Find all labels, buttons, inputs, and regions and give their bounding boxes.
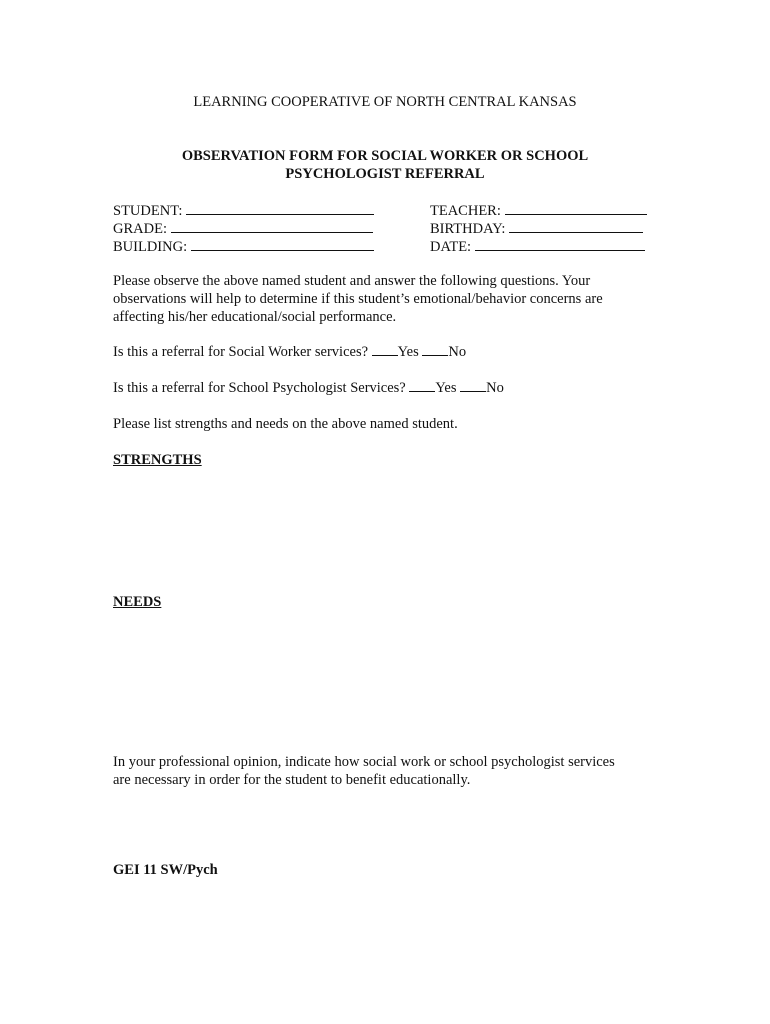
social-worker-question (113, 343, 466, 361)
psychologist-no-blank[interactable] (460, 379, 486, 392)
building-blank[interactable] (191, 236, 374, 251)
needs-heading: NEEDS (113, 594, 162, 610)
opinion-line-1: In your professional opinion, indicate how social work or school psychologist services (113, 754, 615, 770)
opinion-area[interactable] (113, 795, 653, 855)
teacher-field (430, 200, 647, 220)
form-code: GEI 11 SW/Pych (113, 862, 218, 878)
social-worker-question-text: Is this a referral for Social Worker services? (113, 344, 369, 360)
strengths-area[interactable] (113, 475, 653, 585)
student-label: STUDENT: (113, 203, 183, 219)
teacher-blank[interactable] (505, 200, 647, 215)
grade-label: GRADE: (113, 221, 167, 237)
needs-area[interactable] (113, 617, 653, 742)
form-title-line-1: OBSERVATION FORM FOR SOCIAL WORKER OR SCHOOL (181, 148, 589, 164)
building-field (113, 236, 374, 256)
psychologist-no-label: No (486, 380, 504, 396)
organization-name: LEARNING COOPERATIVE OF NORTH CENTRAL KANSAS (193, 94, 577, 110)
intro-line-3: affecting his/her educational/social performance. (113, 309, 397, 325)
social-worker-yes-label: Yes (397, 344, 419, 360)
date-field (430, 236, 645, 256)
student-field (113, 200, 374, 220)
list-prompt: Please list strengths and needs on the above named student. (113, 416, 458, 432)
social-worker-no-blank[interactable] (422, 343, 448, 356)
student-blank[interactable] (186, 200, 374, 215)
teacher-label: TEACHER: (430, 203, 501, 219)
grade-blank[interactable] (171, 218, 373, 233)
birthday-label: BIRTHDAY: (430, 221, 506, 237)
birthday-field (430, 218, 643, 238)
building-label: BUILDING: (113, 239, 188, 255)
psychologist-question-text: Is this a referral for School Psychologist Services? (113, 380, 406, 396)
psychologist-question (113, 379, 504, 397)
grade-field (113, 218, 373, 238)
psychologist-yes-blank[interactable] (409, 379, 435, 392)
psychologist-yes-label: Yes (435, 380, 457, 396)
social-worker-yes-blank[interactable] (372, 343, 398, 356)
date-label: DATE: (430, 239, 472, 255)
date-blank[interactable] (475, 236, 645, 251)
form-title-line-2: PSYCHOLOGIST REFERRAL (285, 166, 485, 182)
intro-line-1: Please observe the above named student and answer the following questions. Your (113, 273, 591, 289)
opinion-line-2: are necessary in order for the student to benefit educationally. (113, 772, 471, 788)
birthday-blank[interactable] (509, 218, 643, 233)
strengths-heading: STRENGTHS (113, 452, 202, 468)
intro-line-2: observations will help to determine if this student’s emotional/behavior concerns are (113, 291, 603, 307)
social-worker-no-label: No (448, 344, 467, 360)
